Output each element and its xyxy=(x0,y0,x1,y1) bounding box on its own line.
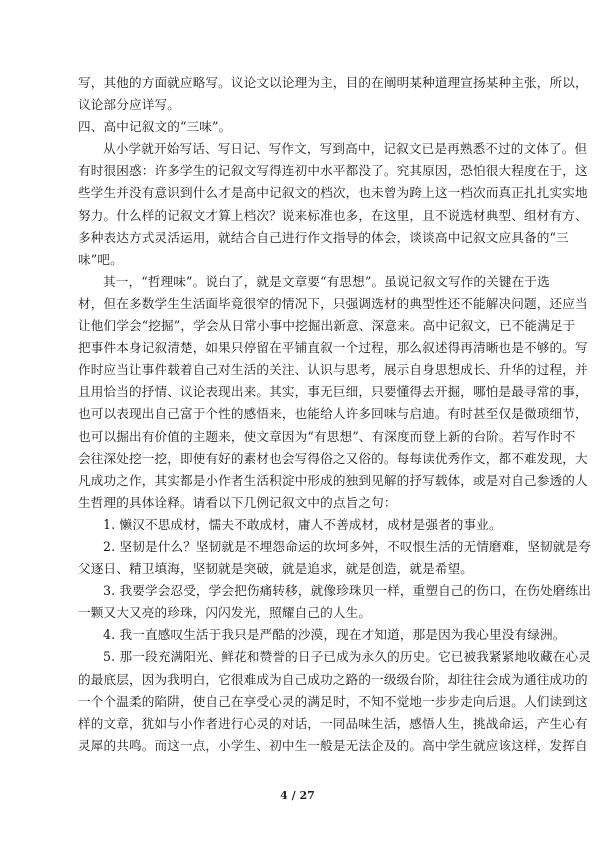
text-line: 凡成功之作，其实都是小作者生活积淀中形成的独到见解的抒写载体，或是对自己参透的人 xyxy=(78,472,588,488)
text-line: 的最底层，因为我明白，它很难成为自己成功之路的一级级台阶，却往往会成为通往成功的 xyxy=(78,671,588,687)
page-number: 4 / 27 xyxy=(280,789,315,802)
text-line: 父逐日、精卫填海，坚韧就是突破，就是追求，就是创造，就是希望。 xyxy=(78,561,474,577)
text-line: 也可以表现出自己富于个性的感悟来，也能给人许多回味与启迪。有时甚至仅是微琐细节， xyxy=(78,406,588,422)
text-line: 样的文章，犹如与小作者进行心灵的对话，一同品味生活，感悟人生，挑战命运，产生心有 xyxy=(78,715,588,731)
text-line: 2. 坚韧是什么？坚韧就是不埋怨命运的坎坷多舛，不叹恨生活的无情磨难，坚韧就是夸 xyxy=(103,538,591,554)
text-line: 材，但在多数学生生活面毕竟很窄的情况下，只强调选材的典型性还不能解决问题，还应当 xyxy=(78,295,588,311)
text-line: 从小学就开始写话、写日记、写作文，写到高中，记叙文已是再熟悉不过的文体了。但 xyxy=(103,141,588,157)
text-line: 且用恰当的抒情、议论表现出来。其实，事无巨细，只要懂得去开掘，哪怕是最寻常的事， xyxy=(78,384,588,400)
text-line: 把事件本身记叙清楚，如果只停留在平铺直叙一个过程，那么叙述得再清晰也是不够的。写 xyxy=(78,340,588,356)
text-line: 生哲理的具体诠释。请看以下几例记叙文中的点旨之句： xyxy=(78,494,397,510)
text-line: 3. 我要学会忍受，学会把伤痛转移，就像珍珠贝一样，重塑自己的伤口，在伤处磨练出 xyxy=(103,583,591,599)
text-line: 作时应当让事件载着自己对生活的关注、认识与思考，展示自身思想成长、升华的过程，并 xyxy=(78,362,588,378)
text-line: 味”吧。 xyxy=(78,251,123,267)
text-line: 5. 那一段充满阳光、鲜花和赞誉的日子已成为永久的历史。它已被我紧紧地收藏在心灵 xyxy=(103,649,591,665)
text-line: 灵犀的共鸣。而这一点，小学生、初中生一般是无法企及的。高中学生就应该这样，发挥自 xyxy=(78,737,588,753)
text-line: 些学生并没有意识到什么才是高中记叙文的档次，也未曾为跨上这一档次而真正扎扎实实地 xyxy=(78,185,588,201)
text-line: 四、高中记叙文的“三味”。 xyxy=(78,119,232,135)
text-line: 多种表达方式灵活运用，就结合自己进行作文指导的体会，谈谈高中记叙文应具备的“三 xyxy=(78,229,569,245)
text-line: 努力。什么样的记叙文才算上档次？说来标准也多，在这里，且不说选材典型、组材有方、 xyxy=(78,207,588,223)
text-line: 写，其他的方面就应略写。议论文以论理为主，目的在阐明某种道理宣扬某种主张，所以， xyxy=(78,75,588,90)
text-line: 会往深处挖一挖，即使有好的素材也会写得俗之又俗的。每每读优秀作文，都不难发现，大 xyxy=(78,450,588,466)
text-line: 议论部分应详写。 xyxy=(78,97,180,113)
text-line: 一个个温柔的陷阱，使自己在享受心灵的满足时，不知不觉地一步步走向后退。人们读到这 xyxy=(78,693,588,709)
text-line: 1. 懒汉不思成材，懦夫不敢成材，庸人不善成材，成材是强者的事业。 xyxy=(103,516,502,532)
text-line: 让他们学会“挖掘”，学会从日常小事中挖掘出新意、深意来。高中记叙文，已不能满足于 xyxy=(78,318,576,334)
text-line: 4. 我一直感叹生活于我只是严酷的沙漠，现在才知道，那是因为我心里没有绿洲。 xyxy=(103,627,566,643)
text-line: 其一，“哲理味”。说白了，就是文章要“有思想”。虽说记叙文写作的关键在于选 xyxy=(103,273,550,289)
text-line: 也可以掘出有价值的主题来，使文章因为“有思想”、有深度而登上新的台阶。若写作时不 xyxy=(78,428,576,444)
text-line: 一颗又大又亮的珍珠，闪闪发光，照耀自己的人生。 xyxy=(78,605,372,621)
document-body xyxy=(78,72,591,757)
text-line: 有时很困惑：许多学生的记叙文写得连初中水平都没了。究其原因，恐怕很大程度在于，这 xyxy=(78,163,588,179)
